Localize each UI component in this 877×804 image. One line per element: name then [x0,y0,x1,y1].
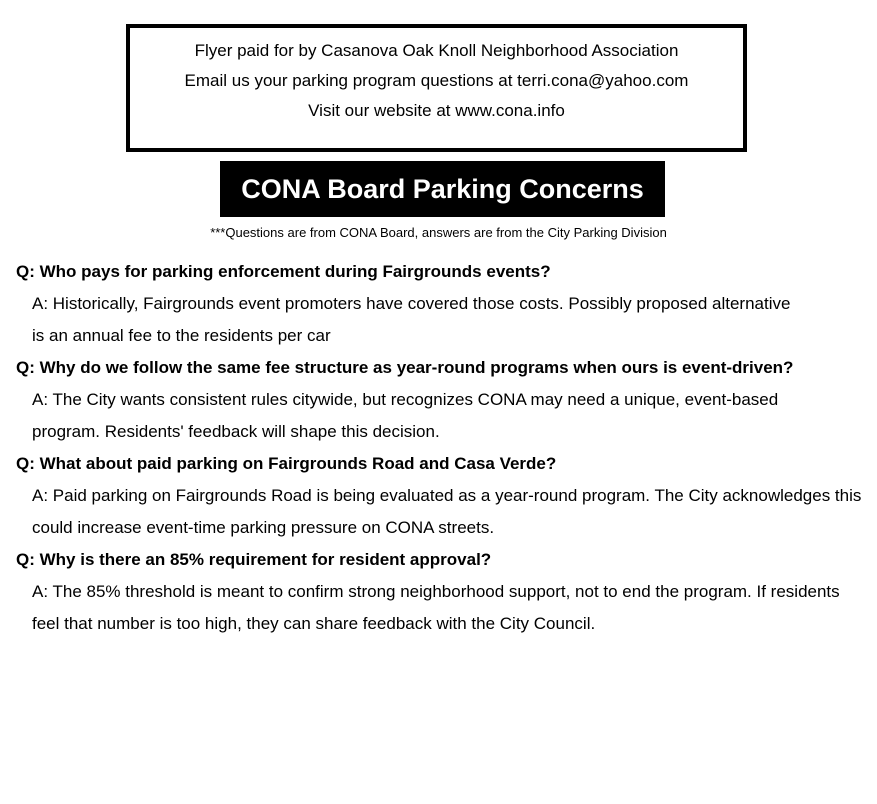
question: Q: Why do we follow the same fee structure as year-round programs when ours is event-driven? [16,358,794,377]
answer: A: The City wants consistent rules citywide, but recognizes CONA may need a unique, event-based program. Residents' feedback will shape this decision. [32,390,779,441]
answer: A: Historically, Fairgrounds event promoters have covered those costs. Possibly proposed alternative is an annual fee to the residents per car [32,294,791,345]
contact-email-line: Email us your parking program questions at terri.cona@yahoo.com [184,71,689,90]
sponsor-line: Flyer paid for by Casanova Oak Knoll Neighborhood Association [194,41,679,60]
answer: A: Paid parking on Fairgrounds Road is being evaluated as a year-round program. The City acknowledges this could increase event-time parking pressure on CONA streets. [32,486,862,537]
qa-item [16,448,868,544]
sponsor-box [126,24,747,152]
question: Q: Why is there an 85% requirement for resident approval? [16,550,492,569]
answer: A: The 85% threshold is meant to confirm strong neighborhood support, not to end the program. If residents feel that number is too high, they can share feedback with the City Council. [32,582,840,633]
source-note: ***Questions are from CONA Board, answers are from the City Parking Division [210,225,667,240]
qa-item [16,544,868,640]
qa-list [16,256,868,640]
qa-item [16,256,868,352]
website-line: Visit our website at www.cona.info [308,101,565,120]
question: Q: What about paid parking on Fairgrounds Road and Casa Verde? [16,454,557,473]
qa-item [16,352,868,448]
question: Q: Who pays for parking enforcement during Fairgrounds events? [16,262,551,281]
page-title: CONA Board Parking Concerns [220,161,665,217]
